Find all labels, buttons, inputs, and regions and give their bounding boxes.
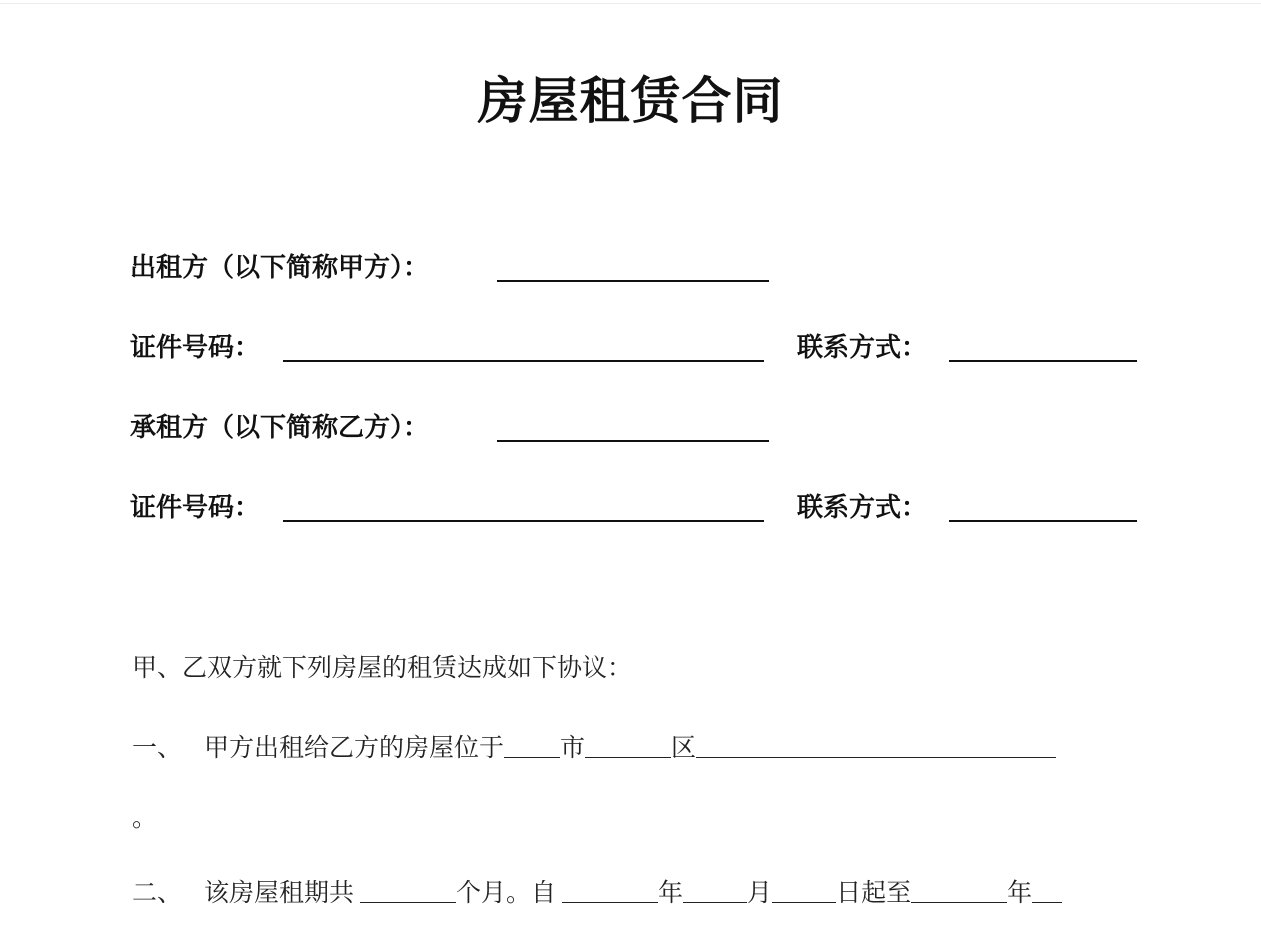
top-divider [0,3,1261,4]
start-month-label: 月 [747,878,773,907]
months-field[interactable] [360,876,456,903]
start-month-field[interactable] [683,876,747,903]
lessor-label: 出租方（以下简称甲方）： [130,253,430,283]
clause-1 [132,730,1056,766]
clause-2 [132,875,1062,911]
city-label: 市 [560,733,586,762]
lessor-contact-label: 联系方式： [797,333,928,363]
lessor-name-field[interactable] [497,280,769,282]
address-field[interactable] [696,731,1056,758]
lessor-contact-field[interactable] [949,360,1137,362]
end-year-field[interactable] [911,876,1007,903]
clause-1-number: 一、 [132,733,183,762]
months-label: 个月。自 [456,878,557,907]
start-year-field[interactable] [562,876,658,903]
document-title: 房屋租赁合同 [477,72,784,130]
clause-2-text: 该房屋租期共 [204,878,355,907]
lessee-contact-label: 联系方式： [797,493,928,523]
city-field[interactable] [504,731,560,758]
lessee-contact-field[interactable] [949,520,1137,522]
lessor-id-field[interactable] [283,360,764,362]
district-label: 区 [671,733,697,762]
lessor-id-label: 证件号码： [130,333,261,363]
start-day-field[interactable] [772,876,836,903]
lessee-id-field[interactable] [283,520,764,522]
clause-1-text: 甲方出租给乙方的房屋位于 [204,733,505,762]
clause-1-end-mark: 。 [132,803,158,832]
lessee-label: 承租方（以下简称乙方）： [130,413,430,443]
lessee-id-label: 证件号码： [130,493,261,523]
lessee-name-field[interactable] [497,440,769,442]
end-year-label: 年 [1007,878,1033,907]
agreement-intro: 甲、乙双方就下列房屋的租赁达成如下协议： [132,653,633,682]
start-year-label: 年 [658,878,684,907]
district-field[interactable] [585,731,671,758]
clause-2-number: 二、 [132,878,183,907]
end-month-field[interactable] [1032,876,1062,903]
start-day-label: 日起至 [836,878,912,907]
